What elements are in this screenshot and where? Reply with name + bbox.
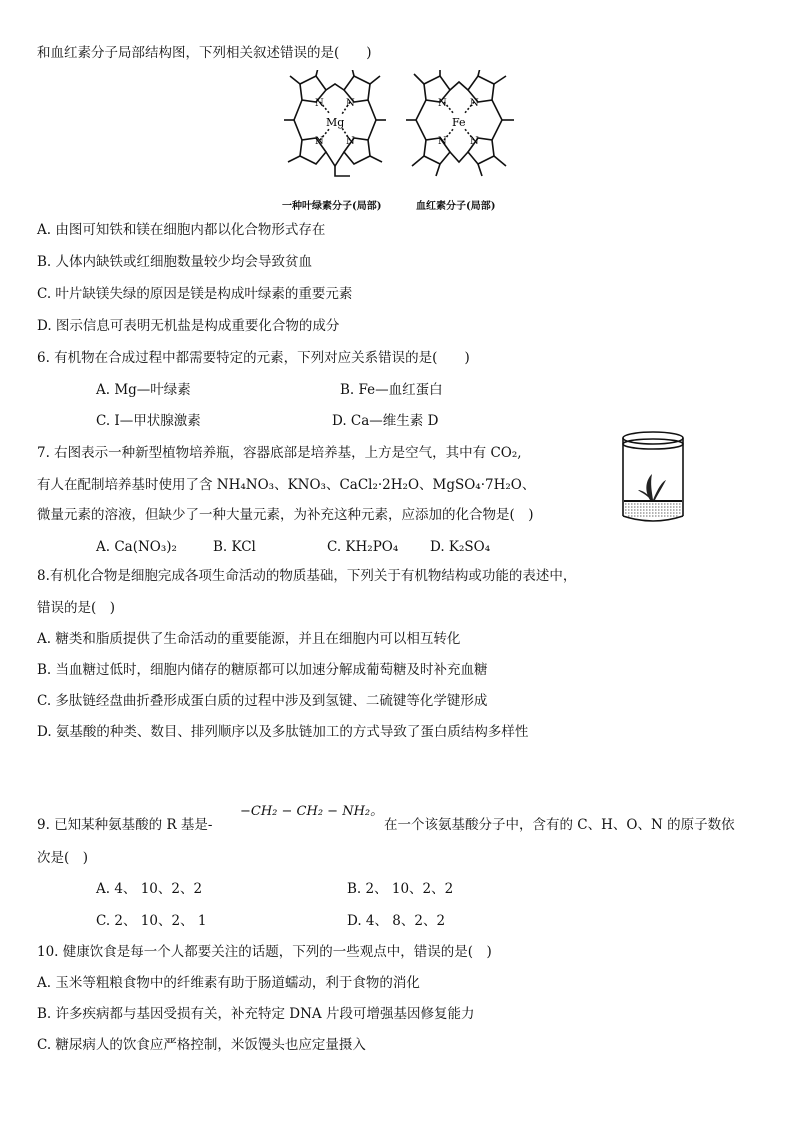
q9-option-a: A. 4、 10、2、2: [96, 881, 203, 897]
q7-line2: 有人在配制培养基时使用了含 NH₄NO₃、KNO₃、CaCl₂·2H₂O、MgSO₄·7H₂O、: [37, 477, 536, 493]
svg-text:N: N: [315, 136, 324, 147]
culture-bottle-illustration: [620, 428, 686, 524]
q5-option-d: D. 图示信息可表明无机盐是构成重要化合物的成分: [37, 318, 340, 334]
svg-text:N: N: [470, 136, 479, 147]
svg-text:N: N: [438, 98, 447, 109]
q6-option-d: D. Ca—维生素 D: [332, 413, 439, 429]
q7-option-a: A. Ca(NO₃)₂: [96, 539, 177, 555]
q7-option-c: C. KH₂PO₄: [327, 539, 399, 555]
q9-r-group-formula: −CH₂ − CH₂ − NH₂。: [240, 804, 384, 819]
svg-text:N: N: [315, 98, 324, 109]
q10-option-c: C. 糖尿病人的饮食应严格控制，米饭馒头也应定量摄入: [37, 1037, 366, 1053]
svg-text:N: N: [470, 98, 479, 109]
q10-option-a: A. 玉米等粗粮食物中的纤维素有助于肠道蠕动，利于食物的消化: [37, 975, 420, 991]
q7-option-d: D. K₂SO₄: [430, 539, 491, 555]
svg-text:Mg: Mg: [326, 116, 345, 129]
q9-stem-b: 在一个该氨基酸分子中，含有的 C、H、O、N 的原子数依: [384, 817, 735, 833]
q8-option-d: D. 氨基酸的种类、数目、排列顺序以及多肽链加工的方式导致了蛋白质结构多样性: [37, 724, 529, 740]
svg-text:N: N: [438, 136, 447, 147]
q7-line3: 微量元素的溶液，但缺少了一种大量元素，为补充这种元素，应添加的化合物是( ): [37, 507, 534, 523]
q6-stem: 6. 有机物在合成过程中都需要特定的元素，下列对应关系错误的是( ): [37, 350, 470, 366]
heme-structure: [400, 70, 520, 190]
q9-option-b: B. 2、 10、2、2: [347, 881, 454, 897]
q9-line2: 次是( ): [37, 850, 89, 866]
q5-option-b: B. 人体内缺铁或红细胞数量较少均会导致贫血: [37, 254, 313, 270]
q8-option-b: B. 当血糖过低时，细胞内储存的糖原都可以加速分解成葡萄糖及时补充血糖: [37, 662, 488, 678]
svg-text:N: N: [346, 136, 355, 147]
q6-option-b: B. Fe—血红蛋白: [340, 382, 443, 398]
q10-stem: 10. 健康饮食是每一个人都要关注的话题，下列的一些观点中，错误的是( ): [37, 944, 492, 960]
heme-caption: 血红素分子(局部): [416, 201, 496, 212]
q8-option-c: C. 多肽链经盘曲折叠形成蛋白质的过程中涉及到氢键、二硫键等化学键形成: [37, 693, 488, 709]
chlorophyll-structure: [280, 70, 390, 190]
q8-line1: 8.有机化合物是细胞完成各项生命活动的物质基础，下列关于有机物结构或功能的表述中，: [37, 568, 577, 584]
q10-option-b: B. 许多疾病都与基因受损有关，补充特定 DNA 片段可增强基因修复能力: [37, 1006, 475, 1022]
q8-option-a: A. 糖类和脂质提供了生命活动的重要能源，并且在细胞内可以相互转化: [37, 631, 461, 647]
chlorophyll-caption: 一种叶绿素分子(局部): [282, 201, 382, 212]
q8-line2: 错误的是( ): [37, 600, 116, 616]
q5-option-a: A. 由图可知铁和镁在细胞内都以化合物形式存在: [37, 222, 326, 238]
q7-line1: 7. 右图表示一种新型植物培养瓶，容器底部是培养基，上方是空气，其中有 CO₂,: [37, 445, 522, 461]
q7-option-b: B. KCl: [213, 539, 256, 555]
q5-option-c: C. 叶片缺镁失绿的原因是镁是构成叶绿素的重要元素: [37, 286, 353, 302]
q9-option-d: D. 4、 8、2、2: [347, 913, 446, 929]
q5-stem: 和血红素分子局部结构图，下列相关叙述错误的是( ): [37, 45, 372, 61]
q6-option-c: C. I—甲状腺激素: [96, 413, 201, 429]
svg-text:Fe: Fe: [452, 116, 466, 129]
q6-option-a: A. Mg—叶绿素: [96, 382, 191, 398]
q9-option-c: C. 2、 10、2、 1: [96, 913, 207, 929]
q9-stem-a: 9. 已知某种氨基酸的 R 基是-: [37, 817, 213, 833]
svg-text:N: N: [346, 98, 355, 109]
